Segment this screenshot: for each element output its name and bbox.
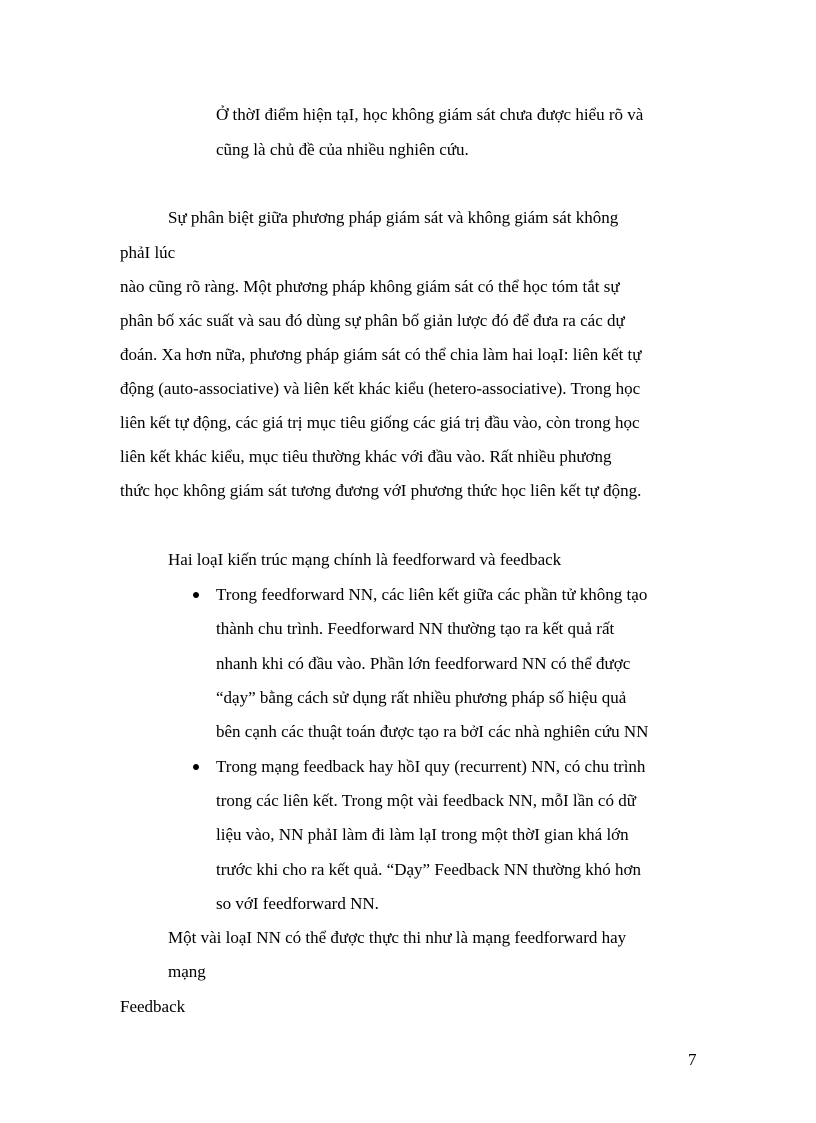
bullet-1-marker [193, 592, 199, 598]
p1-line-1: Sự phân biệt giữa phương pháp giám sát và không giám sát không [168, 208, 619, 227]
p1-line-9: thức học không giám sát tương đương vớI phương thức học liên kết tự động. [120, 481, 642, 500]
intro-line-1: Ở thờI điểm hiện tạI, học không giám sát chưa được hiểu rõ và [216, 105, 644, 124]
page-number: 7 [688, 1050, 697, 1069]
p1-line-4: phân bố xác suất và sau đó dùng sự phân bố giản lược đó để đưa ra các dự [120, 311, 625, 330]
p1-line-2: phảI lúc [120, 243, 176, 262]
bullet-2-line-5: so vớI feedforward NN. [216, 894, 379, 913]
p1-line-7: liên kết tự động, các giá trị mục tiêu giống các giá trị đầu vào, còn trong học [120, 413, 640, 432]
bullet-2-line-3: liệu vào, NN phảI làm đi làm lạI trong một thờI gian khá lớn [216, 825, 629, 844]
p3-line-3: Feedback [120, 997, 186, 1016]
p3-line-2: mạng [168, 962, 206, 981]
p2-heading: Hai loạI kiến trúc mạng chính là feedforward và feedback [168, 550, 562, 569]
bullet-1-line-1: Trong feedforward NN, các liên kết giữa các phần tử không tạo [216, 585, 648, 604]
bullet-1-line-4: “dạy” bằng cách sử dụng rất nhiều phương pháp số hiệu quả [216, 688, 627, 707]
p1-line-5: đoán. Xa hơn nữa, phương pháp giám sát có thể chia làm hai loạI: liên kết tự [120, 345, 642, 364]
p1-line-3: nào cũng rõ ràng. Một phương pháp không giám sát có thể học tóm tắt sự [120, 277, 620, 296]
bullet-2-line-2: trong các liên kết. Trong một vài feedback NN, mỗI lần có dữ [216, 791, 636, 810]
p1-line-6: động (auto-associative) và liên kết khác kiểu (hetero-associative). Trong học [120, 379, 641, 398]
intro-line-2: cũng là chủ đề của nhiều nghiên cứu. [216, 140, 469, 159]
bullet-1-line-5: bên cạnh các thuật toán được tạo ra bởI các nhà nghiên cứu NN [216, 722, 649, 741]
bullet-2-marker [193, 764, 199, 770]
bullet-2-line-4: trước khi cho ra kết quả. “Dạy” Feedback NN thường khó hơn [216, 860, 641, 879]
bullet-2-line-1: Trong mạng feedback hay hồI quy (recurrent) NN, có chu trình [216, 757, 646, 776]
bullet-1-line-2: thành chu trình. Feedforward NN thường tạo ra kết quả rất [216, 619, 615, 638]
bullet-1-line-3: nhanh khi có đầu vào. Phần lớn feedforward NN có thể được [216, 654, 631, 673]
p3-line-1: Một vài loạI NN có thể được thực thi như là mạng feedforward hay [168, 928, 627, 947]
p1-line-8: liên kết khác kiểu, mục tiêu thường khác với đầu vào. Rất nhiều phương [120, 447, 612, 466]
